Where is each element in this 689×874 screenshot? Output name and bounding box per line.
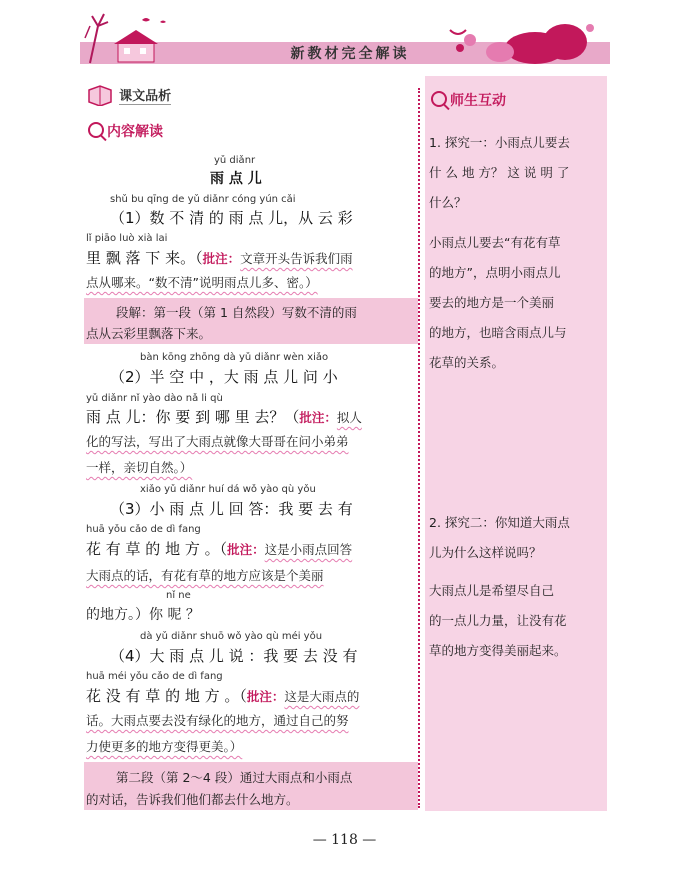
content-heading	[88, 121, 163, 141]
p1-annotation-2: 点从哪来。“数不清”说明雨点儿多、密。）	[86, 275, 318, 290]
q1-line: 什么？	[429, 195, 467, 210]
p3-annotation-3: 的地方。）你 呢 ？	[86, 607, 200, 623]
p3-pinyin-2: huā yǒu cǎo de dì fang	[86, 524, 201, 535]
annotation-text: 这是大雨点的	[284, 689, 360, 704]
question-1	[429, 128, 570, 218]
house-tree-illustration	[80, 8, 190, 68]
summary-2-line-2: 的对话，告诉我们他们都去什么地方。	[86, 792, 299, 807]
p2-annotation-2: 化的写法，写出了大雨点就像大哥哥在问小弟弟	[86, 434, 349, 449]
p4-line-1: （4）大 雨 点 儿 说 ：我 要 去 没 有	[110, 647, 358, 665]
q1-line: 1. 探究一：小雨点儿要去	[429, 135, 570, 150]
p3-text: 花 有 草 的 地 方 。（	[86, 540, 228, 558]
annotation-label: 批注：	[246, 689, 285, 704]
p1-pinyin-1: shǔ bu qīng de yǔ diǎnr cóng yún cǎi	[110, 194, 296, 205]
p2-annotation-3: 一样，亲切自然。）	[86, 460, 193, 475]
panel-heading-label: 师生互动	[450, 93, 506, 109]
annotation-text: 拟人	[336, 410, 362, 425]
answer-1	[429, 228, 567, 378]
a1-line: 的地方”，点明小雨点儿	[429, 265, 561, 280]
section-tag-label: 课文品析	[119, 88, 172, 104]
p3-pinyin-3: nǐ ne	[166, 590, 191, 601]
panel-heading	[431, 90, 506, 110]
column-divider	[418, 88, 420, 808]
p4-pinyin-1: dà yǔ diǎnr shuō wǒ yào qù méi yǒu	[140, 631, 323, 642]
question-2	[429, 508, 570, 568]
p2-pinyin-1: bàn kōng zhōng dà yǔ diǎnr wèn xiǎo	[140, 352, 329, 363]
q1-line: 什 么 地 方？ 这 说 明 了	[429, 165, 570, 180]
p3-annotation-2: 大雨点的话，有花有草的地方应该是个美丽	[86, 568, 324, 583]
annotation-text: 文章开头告诉我们雨	[240, 251, 353, 266]
p2-line-1: （2）半 空 中 ，大 雨 点 儿 问 小	[110, 368, 338, 386]
a2-line: 大雨点儿是希望尽自己	[429, 583, 555, 598]
summary-2-line-1: 第二段（第 2～4 段）通过大雨点和小雨点	[116, 770, 353, 785]
p3-line-2	[86, 538, 352, 559]
p1-line-1: （1）数 不 清 的 雨 点 儿，从 云 彩	[110, 209, 353, 227]
p4-annotation-2: 话。大雨点要去没有绿化的地方，通过自己的努	[86, 713, 349, 728]
section-tag	[86, 84, 171, 106]
p4-annotation-3: 力使更多的地方变得更美。）	[86, 739, 243, 754]
p3-line-1: （3）小 雨 点 儿 回 答：我 要 去 有	[110, 500, 353, 518]
a2-line: 的一点儿力量，让没有花	[429, 613, 567, 628]
lesson-title: 雨 点 儿	[210, 171, 262, 187]
a2-line: 草的地方变得美丽起来。	[429, 643, 567, 658]
p2-text: 雨 点 儿：你 要 到 哪 里 去？（	[86, 408, 300, 426]
paragraph-summary-box-2	[84, 762, 418, 810]
annotation-label: 批注：	[202, 251, 241, 266]
p1-text: 里 飘 落 下 来。（	[86, 249, 203, 267]
paragraph-summary-box-1	[84, 298, 418, 344]
p4-text: 花 没 有 草 的 地 方 。（	[86, 687, 247, 705]
p4-pinyin-2: huā méi yǒu cǎo de dì fang	[86, 671, 223, 682]
answer-2	[429, 576, 567, 666]
a1-line: 的地方，也暗含雨点儿与	[429, 325, 567, 340]
magnifier-icon	[88, 122, 104, 138]
page-number: — 118 —	[312, 832, 377, 848]
header-title: 新教材完全解读	[290, 46, 410, 62]
summary-1-line-1: 段解：第一段（第 1 自然段）写数不清的雨	[116, 305, 357, 320]
p1-line-2	[86, 247, 353, 268]
annotation-label: 批注：	[299, 410, 337, 425]
annotation-text: 这是小雨点回答	[264, 542, 353, 557]
content-heading-label: 内容解读	[107, 124, 163, 140]
annotation-label: 批注：	[227, 542, 265, 557]
p3-pinyin-1: xiǎo yǔ diǎnr huí dá wǒ yào qù yǒu	[140, 484, 316, 495]
book-icon	[86, 84, 114, 106]
lesson-title-pinyin: yǔ diǎnr	[214, 155, 256, 166]
q2-line: 儿为什么这样说吗？	[429, 545, 542, 560]
teacher-student-panel	[425, 76, 607, 811]
p2-line-2	[86, 406, 362, 427]
p4-line-2	[86, 685, 359, 706]
summary-1-line-2: 点从云彩里飘落下来。	[86, 326, 212, 341]
a1-line: 小雨点儿要去“有花有草	[429, 235, 561, 250]
a1-line: 要去的地方是一个美丽	[429, 295, 555, 310]
p2-pinyin-2: yǔ diǎnr nǐ yào dào nǎ li qù	[86, 393, 223, 404]
p1-pinyin-2: lǐ piāo luò xià lai	[86, 233, 168, 244]
a1-line: 花草的关系。	[429, 355, 505, 370]
magnifier-icon	[431, 91, 447, 107]
flower-cloud-illustration	[440, 12, 610, 68]
q2-line: 2. 探究二：你知道大雨点	[429, 515, 570, 530]
